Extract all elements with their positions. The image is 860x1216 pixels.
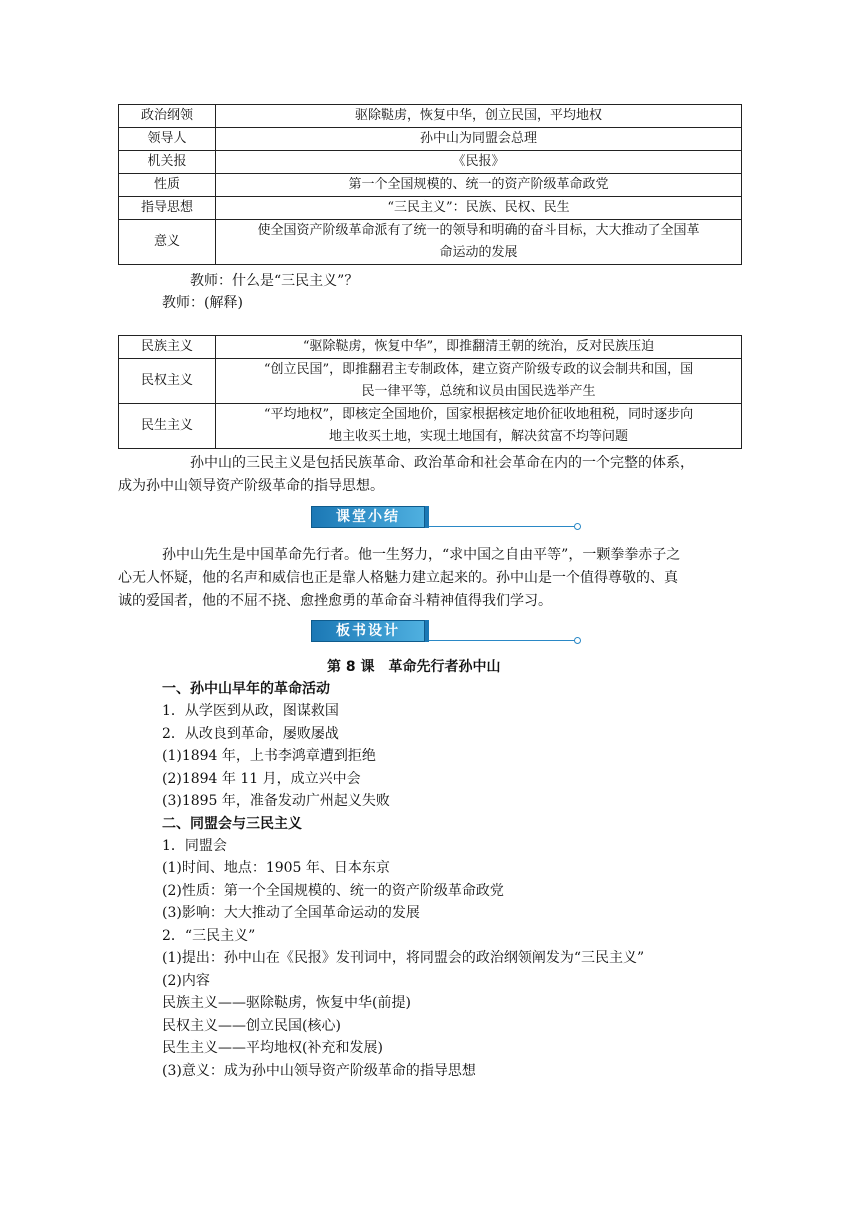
table-key: 民权主义 xyxy=(119,359,216,404)
board-line: (2)内容 xyxy=(162,973,210,989)
table-row xyxy=(119,404,742,449)
board-line: (3)影响：大大推动了全国革命运动的发展 xyxy=(162,905,420,921)
table-row xyxy=(119,128,742,151)
table-value xyxy=(216,220,742,265)
summary-line: 孙中山的三民主义是包括民族革命、政治革命和社会革命在内的一个完整的体系， xyxy=(190,455,694,471)
board-line: (1)1894 年，上书李鸿章遭到拒绝 xyxy=(162,748,376,764)
table-value xyxy=(216,336,742,359)
table-row xyxy=(119,220,742,265)
table-key: 指导思想 xyxy=(119,197,216,220)
dialog-line: 教师：(解释) xyxy=(162,295,243,311)
dot-icon xyxy=(574,523,581,530)
table-value: 第一个全国规模的、统一的资产阶级革命政党 xyxy=(216,174,742,197)
value-line: 民一律平等，总统和议员由国民选举产生 xyxy=(361,384,596,399)
table-key: 机关报 xyxy=(119,151,216,174)
table-value xyxy=(216,359,742,404)
table-key: 领导人 xyxy=(119,128,216,151)
board-line: 1．从学医到从政，图谋救国 xyxy=(162,703,339,719)
table-row xyxy=(119,174,742,197)
board-heading: 二、同盟会与三民主义 xyxy=(162,816,302,832)
sanmin-table xyxy=(118,335,742,449)
board-line: 民权主义——创立民国(核心) xyxy=(162,1018,341,1034)
section-banner-board xyxy=(311,620,581,642)
banner-label: 课堂小结 xyxy=(311,506,425,528)
board-line: (3)意义：成为孙中山领导资产阶级革命的指导思想 xyxy=(162,1063,476,1079)
value-line: “创立民国”，即推翻君主专制政体，建立资产阶级专政的议会制共和国，国 xyxy=(263,362,694,377)
table-key: 政治纲领 xyxy=(119,105,216,128)
table-value: 《民报》 xyxy=(216,151,742,174)
table-value: 孙中山为同盟会总理 xyxy=(216,128,742,151)
board-line: 1．同盟会 xyxy=(162,838,227,854)
table-row xyxy=(119,197,742,220)
dot-icon xyxy=(574,637,581,644)
board-line: (2)性质：第一个全国规模的、统一的资产阶级革命政党 xyxy=(162,883,504,899)
table-row xyxy=(119,359,742,404)
board-line: (1)时间、地点：1905 年、日本东京 xyxy=(162,860,390,876)
value-line: 命运动的发展 xyxy=(439,245,518,260)
board-heading: 一、孙中山早年的革命活动 xyxy=(162,681,330,697)
class-summary-line: 心无人怀疑，他的名声和威信也正是靠人格魅力建立起来的。孙中山是一个值得尊敬的、真 xyxy=(118,570,678,586)
summary-line: 成为孙中山领导资产阶级革命的指导思想。 xyxy=(118,478,384,494)
table-value: 驱除鞑虏，恢复中华，创立民国，平均地权 xyxy=(216,105,742,128)
table-row xyxy=(119,105,742,128)
board-line: 2．“三民主义” xyxy=(162,928,256,944)
board-title: 第 8 课 革命先行者孙中山 xyxy=(327,659,501,675)
class-summary-line: 孙中山先生是中国革命先行者。他一生努力，“求中国之自由平等”，一颗拳拳赤子之 xyxy=(162,547,681,563)
board-line: 2．从改良到革命，屡败屡战 xyxy=(162,726,339,742)
board-line: (3)1895 年，准备发动广州起义失败 xyxy=(162,793,390,809)
class-summary-line: 诚的爱国者，他的不屈不挠、愈挫愈勇的革命奋斗精神值得我们学习。 xyxy=(118,593,552,609)
table-key: 性质 xyxy=(119,174,216,197)
board-line: 民族主义——驱除鞑虏，恢复中华(前提) xyxy=(162,995,411,1011)
tongmenghui-table xyxy=(118,104,742,265)
table-value xyxy=(216,404,742,449)
table-key: 民族主义 xyxy=(119,336,216,359)
table-row xyxy=(119,151,742,174)
value-line: “平均地权”，即核定全国地价，国家根据核定地价征收地租税，同时逐步向 xyxy=(263,407,694,422)
board-line: 民生主义——平均地权(补充和发展) xyxy=(162,1040,383,1056)
board-line: (2)1894 年 11 月，成立兴中会 xyxy=(162,771,361,787)
value-line: “驱除鞑虏，恢复中华”，即推翻清王朝的统治，反对民族压迫 xyxy=(302,339,655,354)
value-line: 使全国资产阶级革命派有了统一的领导和明确的奋斗目标，大大推动了全国革 xyxy=(257,223,700,238)
table-row xyxy=(119,336,742,359)
banner-label: 板书设计 xyxy=(311,620,425,642)
table-key: 意义 xyxy=(119,220,216,265)
board-line: (1)提出：孙中山在《民报》发刊词中，将同盟会的政治纲领阐发为“三民主义” xyxy=(162,950,645,966)
section-banner-summary xyxy=(311,506,581,528)
table-key: 民生主义 xyxy=(119,404,216,449)
table-value: “三民主义”：民族、民权、民生 xyxy=(216,197,742,220)
dialog-line: 教师：什么是“三民主义”？ xyxy=(190,273,359,289)
value-line: 地主收买土地，实现土地国有，解决贫富不均等问题 xyxy=(328,429,628,444)
